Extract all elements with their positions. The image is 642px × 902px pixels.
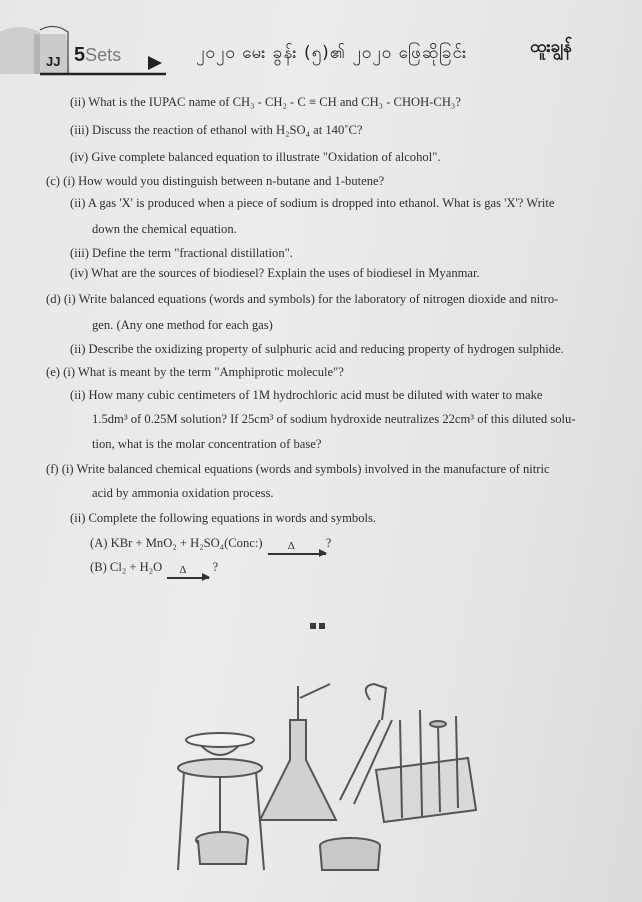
brand-logo: ထူးချွန် — [530, 37, 572, 57]
question-line: tion, what is the molar concentration of base? — [92, 437, 322, 451]
question-line: (iii) Discuss the reaction of ethanol with H₂SO₄ at 140˚C? — [70, 123, 363, 137]
delta-symbol: Δ — [179, 564, 187, 576]
question-line: acid by ammonia oxidation process. — [92, 486, 274, 500]
equation-a-left: (A) KBr + MnO₂ + H₂SO₄(Conc:) — [90, 536, 263, 550]
question-line: (ii) Complete the following equations in words and symbols. — [70, 511, 377, 525]
series-label — [74, 44, 121, 67]
series-sets-text: Sets — [85, 45, 122, 65]
delta-symbol: Δ — [287, 540, 295, 552]
question-line: (d) (i) Write balanced equations (words and symbols) for the laboratory of nitrogen dioxide and nitro- — [46, 292, 559, 306]
question-line: down the chemical equation. — [92, 222, 237, 236]
question-line: (ii) Describe the oxidizing property of sulphuric acid and reducing property of hydrogen sulphide. — [70, 342, 564, 356]
lab-equipment-illustration — [160, 680, 480, 880]
equation-b — [90, 560, 218, 575]
arrow-right-icon — [148, 56, 162, 70]
question-line: 1.5dm³ of 0.25M solution? If 25cm³ of sodium hydroxide neutralizes 22cm³ of this diluted solu- — [92, 412, 576, 426]
page-header — [0, 0, 642, 92]
section-end-mark — [310, 616, 328, 622]
equation-b-left: (B) Cl₂ + H₂O — [90, 560, 163, 574]
question-line: gen. (Any one method for each gas) — [92, 318, 273, 332]
question-line: (ii) What is the IUPAC name of CH₃ - CH₂ - C ≡ CH and CH₃ - CHOH-CH₃? — [70, 95, 461, 109]
question-line: (ii) How many cubic centimeters of 1M hydrochloric acid must be diluted with water to make — [70, 388, 543, 402]
question-line: (ii) A gas 'X' is produced when a piece of sodium is dropped into ethanol. What is gas 'X'? Write — [70, 196, 555, 210]
question-line: (f) (i) Write balanced chemical equations (words and symbols) involved in the manufacture of nitric — [46, 462, 550, 476]
question-line: (e) (i) What is meant by the term "Amphiprotic molecule"? — [46, 365, 344, 379]
series-number: 5 — [74, 44, 86, 66]
question-line: (iv) What are the sources of biodiesel? Explain the uses of biodiesel in Myanmar. — [70, 266, 480, 280]
question-line: (iii) Define the term "fractional distillation". — [70, 246, 293, 260]
equation-a-end: ? — [325, 536, 332, 550]
page-number: JJ — [46, 54, 61, 69]
question-line: (c) (i) How would you distinguish between n-butane and 1-butene? — [46, 174, 385, 188]
question-line: (iv) Give complete balanced equation to illustrate "Oxidation of alcohol". — [70, 150, 441, 164]
equation-b-end: ? — [212, 560, 219, 574]
running-title: ၂၀၂၀ မေး ခွန်း (၅)၏ ၂၀၂၀ ဖြေဆိုခြင်း — [196, 43, 468, 63]
equation-a — [90, 536, 331, 551]
